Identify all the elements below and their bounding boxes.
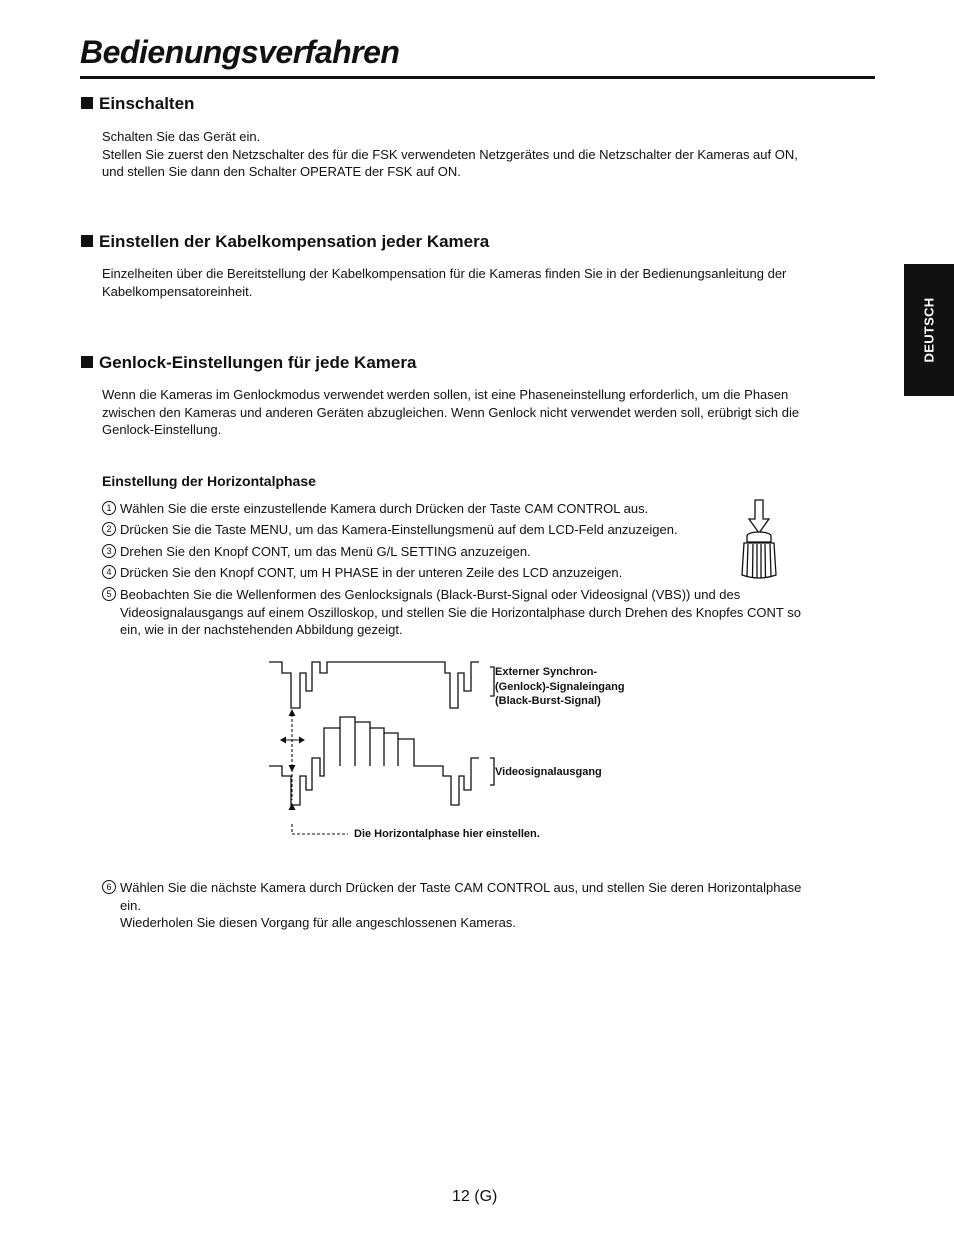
procedure-step: 3 Drehen Sie den Knopf CONT, um das Menü G/L SETTING anzuzeigen. bbox=[102, 543, 862, 561]
title-rule bbox=[80, 76, 875, 79]
page-number: 12 (G) bbox=[452, 1188, 498, 1205]
procedure-subheading: Einstellung der Horizontalphase bbox=[102, 473, 316, 489]
section-heading-kabelkompensation: Einstellen der Kabelkompensation jeder Kamera bbox=[81, 232, 489, 252]
horizontal-phase-waveform-diagram bbox=[262, 650, 502, 840]
step-number-icon: 6 bbox=[102, 880, 116, 894]
procedure-step: 5 Beobachten Sie die Wellenformen des Genlocksignals (Black-Burst-Signal oder Videosignal (VBS)) und des Videosignalausgangs auf einem Oszilloskop, und stellen Sie die Horizontalphase durch Drehen des Knopfes CONT so ein, wie in der nachstehenden Abbildung gezeigt. bbox=[102, 586, 862, 639]
language-tab-label: DEUTSCH bbox=[921, 297, 937, 363]
phase-adjust-label: Die Horizontalphase hier einstellen. bbox=[354, 828, 540, 840]
video-waveform bbox=[269, 717, 479, 805]
step-number-icon: 4 bbox=[102, 565, 116, 579]
language-tab bbox=[904, 264, 954, 396]
step-number-icon: 5 bbox=[102, 587, 116, 601]
genlock-waveform bbox=[269, 662, 479, 708]
procedure-step: 6 Wählen Sie die nächste Kamera durch Drücken der Taste CAM CONTROL aus, und stellen Sie deren Horizontalphase ein. Wiederholen Sie diesen Vorgang für alle angeschlossenen Kameras. bbox=[102, 879, 862, 932]
step-number-icon: 3 bbox=[102, 544, 116, 558]
square-bullet-icon bbox=[81, 356, 93, 368]
section-text-genlock: Wenn die Kameras im Genlockmodus verwendet werden sollen, ist eine Phaseneinstellung erforderlich, um die Phasen zwischen den Kameras und anderen Geräten abzugleichen. Wenn Genlock nicht verwendet werden soll, erübrigt sich die Genlock-Einstellung. bbox=[102, 387, 800, 437]
page-title: Bedienungsverfahren bbox=[80, 34, 400, 70]
square-bullet-icon bbox=[81, 97, 93, 109]
section-heading-genlock: Genlock-Einstellungen für jede Kamera bbox=[81, 353, 416, 373]
genlock-signal-label: Externer Synchron- (Genlock)-Signaleingang (Black-Burst-Signal) bbox=[495, 666, 625, 707]
step-number-icon: 2 bbox=[102, 522, 116, 536]
section-heading-einschalten: Einschalten bbox=[81, 94, 194, 114]
step-number-icon: 1 bbox=[102, 501, 116, 515]
procedure-step: 4 Drücken Sie den Knopf CONT, um H PHASE in der unteren Zeile des LCD anzuzeigen. bbox=[102, 564, 862, 582]
section-text-einschalten: Schalten Sie das Gerät ein. Stellen Sie zuerst den Netzschalter des für die FSK verwendeten Netzgerätes und die Netzschalter der Kameras auf ON, und stellen Sie dann den Schalter OPERATE der FSK auf ON. bbox=[102, 129, 798, 179]
procedure-step: 1 Wählen Sie die erste einzustellende Kamera durch Drücken der Taste CAM CONTROL aus. bbox=[102, 500, 862, 518]
procedure-step: 2 Drücken Sie die Taste MENU, um das Kamera-Einstellungsmenü auf dem LCD-Feld anzuzeigen. bbox=[102, 521, 862, 539]
knob-push-icon bbox=[735, 497, 783, 581]
square-bullet-icon bbox=[81, 235, 93, 247]
video-output-label: Videosignalausgang bbox=[495, 766, 602, 778]
section-text-kabelkompensation: Einzelheiten über die Bereitstellung der Kabelkompensation für die Kameras finden Sie in der Bedienungsanleitung der Kabelkompensatoreinheit. bbox=[102, 266, 787, 299]
